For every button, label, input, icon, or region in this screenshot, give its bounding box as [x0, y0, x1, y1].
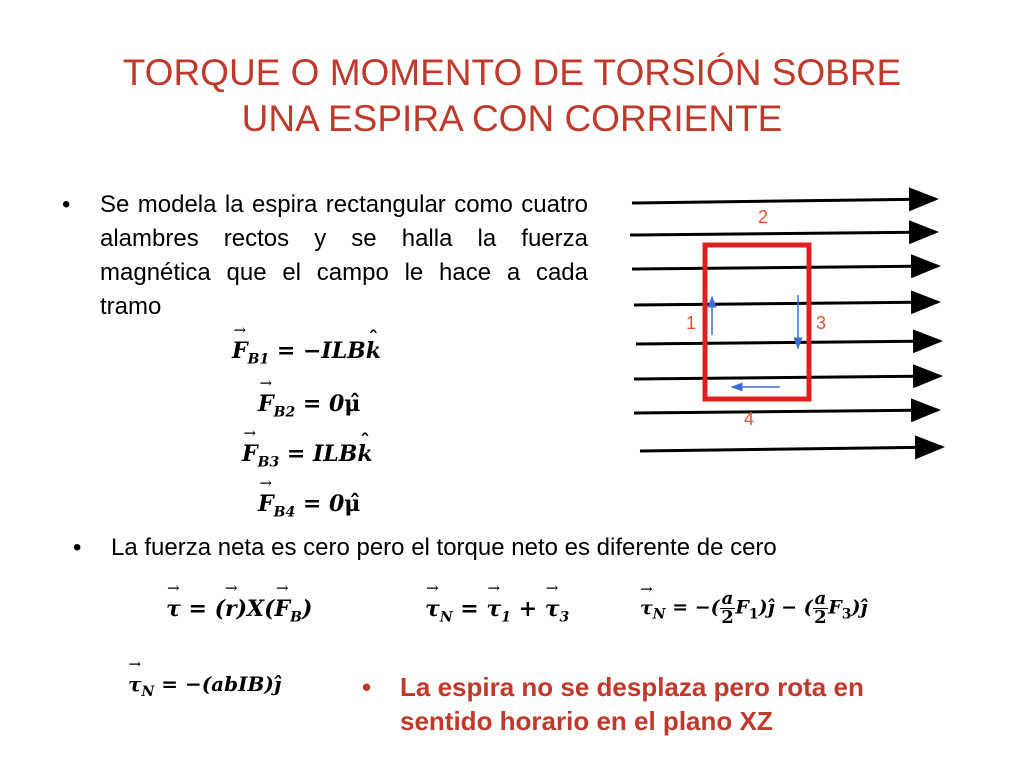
segment-label-1: 1: [686, 313, 697, 333]
unit-vector-k: ˆ k: [366, 338, 381, 364]
segment-label-4: 4: [744, 409, 755, 429]
subscript: 3: [559, 609, 570, 626]
unit-vector-mu: μ̂: [344, 391, 361, 417]
equation-force-b1: [232, 338, 381, 367]
subscript: B1: [247, 351, 270, 368]
equation-part: = −(: [672, 596, 720, 619]
force: F: [735, 596, 749, 619]
equation-force-b2: [258, 391, 360, 420]
subscript: B: [290, 609, 302, 626]
bullet-marker: •: [73, 534, 82, 561]
subscript: B2: [273, 404, 296, 421]
field-line: [632, 266, 938, 269]
field-line: [634, 302, 938, 305]
bullet-marker: •: [62, 191, 71, 218]
segment-label-3: 3: [816, 313, 827, 333]
equation-part: )X(: [236, 596, 275, 622]
vector-tau: → τ: [545, 596, 560, 622]
subscript: N: [141, 684, 155, 700]
vector-f: → F: [258, 391, 274, 417]
bullet-net-force: [73, 531, 953, 565]
equation-net-torque-sum: [425, 596, 569, 625]
vector-tau: → τ: [128, 672, 141, 696]
equation-force-b3: [242, 441, 373, 470]
subscript: B3: [257, 454, 280, 471]
equation-force-b4: [258, 491, 360, 520]
subscript: N: [439, 609, 453, 626]
vector-f: → F: [242, 441, 258, 467]
equation-net-torque-expanded: [640, 590, 867, 627]
denominator: 2: [721, 607, 734, 628]
numerator: a: [814, 588, 827, 609]
vector-tau: → τ: [640, 597, 653, 619]
segment-label-2: 2: [758, 207, 769, 227]
bullet-model: [62, 188, 588, 324]
equation-part: = −(abIB)ĵ: [161, 672, 282, 696]
subscript: N: [652, 606, 666, 623]
bullet-text: La fuerza neta es cero pero el torque neto es diferente de cero: [111, 534, 777, 561]
equation-rhs: = 0: [302, 391, 345, 417]
equation-part: = (: [188, 596, 225, 622]
equation-rhs: = −ILB: [276, 338, 366, 364]
fraction-a-over-2: [720, 590, 736, 627]
field-line: [632, 199, 936, 203]
bullet-rotation: [362, 670, 962, 738]
equation-rhs: = ILB: [286, 441, 358, 467]
vector-r: → r: [225, 596, 237, 622]
title-line-2: UNA ESPIRA CON CORRIENTE: [241, 98, 783, 139]
field-line: [630, 232, 936, 235]
equation-part: )ĵ: [851, 596, 868, 619]
denominator: 2: [814, 607, 827, 628]
equation-torque-definition: [166, 596, 312, 625]
equation-part: ): [301, 596, 313, 622]
vector-tau: → τ: [166, 596, 181, 622]
bullet-text: La espira no se desplaza pero rota en sentido horario en el plano XZ: [400, 672, 864, 736]
subscript: B4: [273, 504, 296, 521]
unit-vector-mu: μ̂: [344, 491, 361, 517]
vector-f: → F: [258, 491, 274, 517]
vector-tau: → τ: [425, 596, 440, 622]
equation-part: =: [460, 596, 479, 622]
slide-title: [40, 50, 984, 142]
field-line: [636, 341, 940, 344]
loop-field-diagram: [620, 185, 950, 475]
subscript: 1: [501, 609, 511, 626]
force: F: [828, 596, 842, 619]
fraction-a-over-2: [813, 590, 829, 627]
field-line: [634, 410, 938, 413]
vector-f: → F: [274, 596, 290, 622]
equation-net-torque-result: [128, 672, 281, 700]
vector-tau: → τ: [486, 596, 501, 622]
field-lines: [630, 199, 942, 451]
field-line: [634, 376, 940, 379]
numerator: a: [721, 588, 734, 609]
subscript: 3: [841, 606, 852, 623]
title-line-1: TORQUE O MOMENTO DE TORSIÓN SOBRE: [122, 52, 902, 93]
equation-part: )ĵ − (: [758, 596, 813, 619]
unit-vector-k: ˆ k: [357, 441, 372, 467]
field-line: [640, 447, 942, 451]
bullet-text: Se modela la espira rectangular como cuatro alambres rectos y se halla la fuerza magnética que el campo le hace a cada tramo: [100, 191, 588, 320]
vector-f: → F: [232, 338, 248, 364]
equation-part: +: [518, 596, 538, 622]
equation-rhs: = 0: [302, 491, 345, 517]
subscript: 1: [748, 606, 759, 623]
bullet-marker: •: [362, 672, 372, 702]
